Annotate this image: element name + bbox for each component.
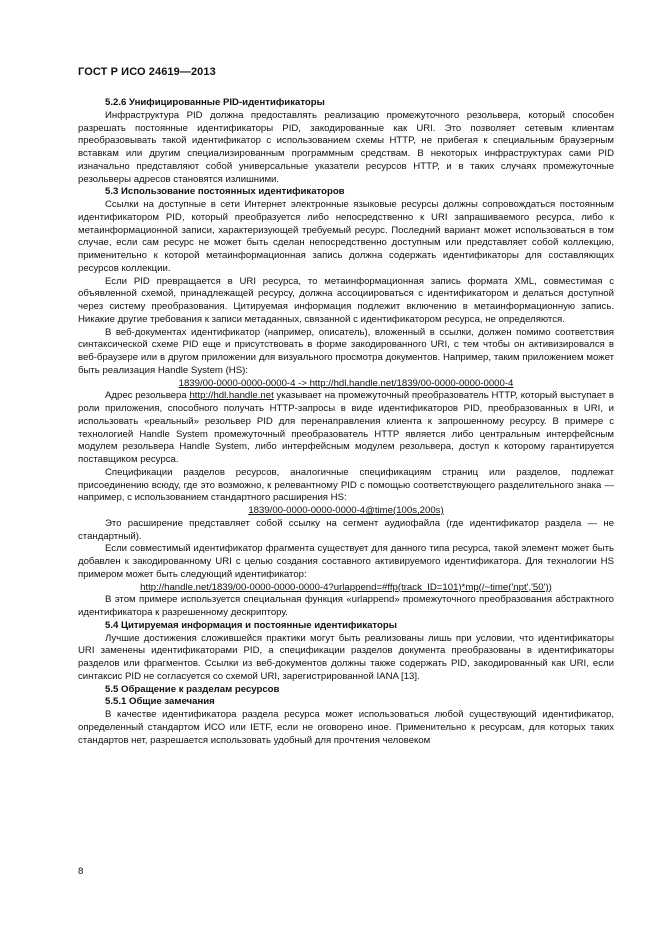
paragraph: Если совместимый идентификатор фрагмента существует для данного типа ресурса, такой элемент может быть добавлен к закодированному URI с целью создания составного активируемого идентификатора. Для технологии HS примером может быть следующий идентификатор: <box>78 543 614 580</box>
section-5-5-1-heading: 5.5.1 Общие замечания <box>105 696 215 708</box>
fragment-identifier-example[interactable]: http://handle.net/1839/00-0000-0000-0000-4?urlappend=#ffp(track_ID=101)*mp(/~time('npt','50')) <box>140 581 552 593</box>
paragraph: Это расширение представляет собой ссылку на сегмент аудиофайла (где идентификатор раздела — не стандартный). <box>78 517 614 542</box>
paragraph-rest: указывает на промежуточный преобразователь HTTP, который выступает в роли приложения, способного получать HTTP-запросы в виде идентификаторов PID, преобразованных в URI, и использовать «реальный» резольвер PID для перенаправления клиента к запрошенному ресурсу. В примере с технологией Handle System промежуточный преобразователь HTTP является либо центральным интерфейсным модулем резольвера Handle System, либо интерфейсным модулем резольвера, доступ к которому гарантируется поставщиком ресурса. <box>78 390 614 465</box>
document-header: ГОСТ Р ИСО 24619—2013 <box>78 66 216 78</box>
page-content <box>78 97 614 747</box>
resolver-link[interactable]: http://hdl.handle.net <box>189 390 274 402</box>
section-5-3-heading: 5.3 Использование постоянных идентификаторов <box>105 186 345 198</box>
paragraph: Лучшие достижения сложившейся практики могут быть реализованы лишь при условии, что идентификаторы URI заменены идентификаторами PID, а спецификации разделов документа преобразованы в идентификаторы разделов или фрагментов. Ссылки из веб-документов должны также содержать PID, закодированный как URI, если синтаксис PID не согласуется со схемой URI, зарегистрированной IANA [13]. <box>78 632 614 682</box>
paragraph <box>78 390 614 467</box>
paragraph: Ссылки на доступные в сети Интернет электронные языковые ресурсы должны сопровождаться постоянным идентификатором PID, который преобразуется либо непосредственно к URI запрашиваемого ресурса, либо к метаинформационной записи, характеризующей требуемый ресурс. Последний вариант может использоваться в том случае, если сам ресурс не может быть сделан непосредственно доступным или представляет собой коллекцию, применительно к которой метаинформационная запись должна содержать идентификаторы для составляющих ресурсов коллекции. <box>78 199 614 274</box>
page-number: 8 <box>78 866 84 877</box>
paragraph: Если PID превращается в URI ресурса, то метаинформационная запись формата XML, совместимая с объявленной схемой, принадлежащей ресурсу, должна ассоциироваться с идентификатором и делаться доступной через систему преобразования. Цитируемая информация подлежит включению в метаинформационную запись. Никакие другие требования к записи метаданных, связанной с идентификатором ресурса, не определяются. <box>78 275 614 325</box>
paragraph: В веб-документах идентификатор (например, описатель), вложенный в ссылки, должен помимо соответствия синтаксической схеме PID еще и присутствовать в форме закодированного URI, с тем чтобы он активизировался в веб-браузере или в другом приложении для визуального просмотра документов. Например, таким приложением может быть реализация Handle System (HS): <box>78 326 614 376</box>
time-extension-example[interactable]: 1839/00-0000-0000-0000-4@time(100s,200s) <box>248 505 444 516</box>
handle-example-link[interactable]: 1839/00-0000-0000-0000-4 -> http://hdl.handle.net/1839/00-0000-0000-0000-4 <box>178 377 514 389</box>
section-5-4-heading: 5.4 Цитируемая информация и постоянные идентификаторы <box>105 619 397 631</box>
paragraph: Спецификации разделов ресурсов, аналогичные спецификациям страниц или разделов, подлежат присоединению всюду, где это возможно, к релевантному PID с помощью соответствующего разделительного знака — например, с использованием стандартного расширения HS: <box>78 466 614 504</box>
paragraph: Инфраструктура PID должна предоставлять реализацию промежуточного резольвера, который способен разрешать постоянные идентификаторы PID, закодированные как URI. Это позволяет сетевым клиентам преобразовывать такой идентификатор с использованием схемы HTTP, не прибегая к специальным браузерным вставкам или другим специализированным программным средствам. В некоторых инфраструктурах сами PID изначально представляют собой универсальные указатели ресурсов HTTP, и в таких случаях промежуточные резольверы адресов становятся излишними. <box>78 109 614 185</box>
paragraph-lead: Адрес резольвера <box>105 390 190 402</box>
section-5-2-6-heading: 5.2.6 Унифицированные PID-идентификаторы <box>105 97 325 108</box>
paragraph: В этом примере используется специальная функция «urlappend» промежуточного преобразования абстрактного идентификатора к разрешенному дескриптору. <box>78 594 614 618</box>
section-5-5-heading: 5.5 Обращение к разделам ресурсов <box>105 683 280 695</box>
paragraph: В качестве идентификатора раздела ресурса может использоваться любой существующий идентификатор, определенный стандартом ИСО или IETF, если не оговорено иное. Применительно к ресурсам, для которых таких стандартов нет, разрешается использовать удобный для прочтения человеком <box>78 709 614 746</box>
